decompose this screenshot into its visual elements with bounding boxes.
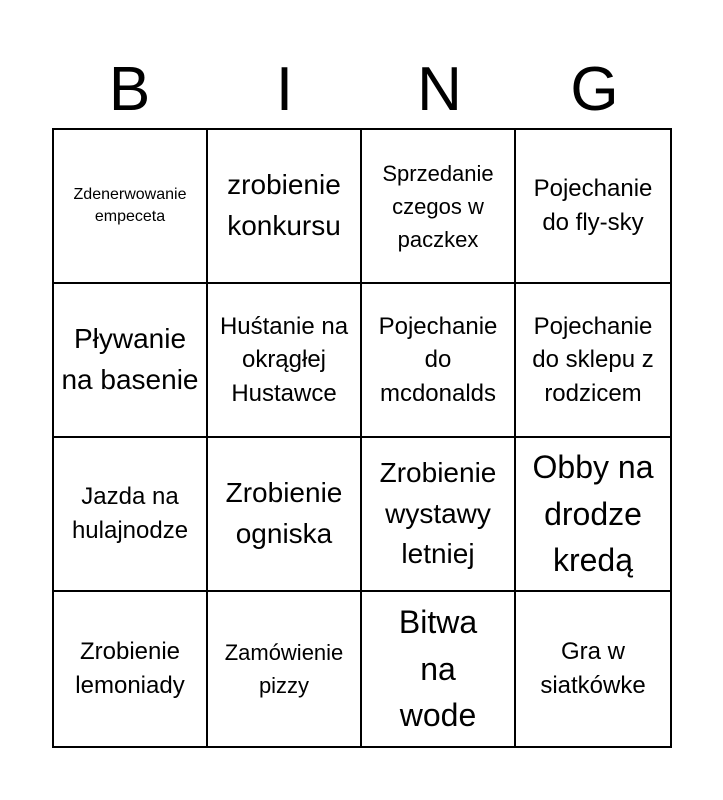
bingo-cell-15-text: Bitwa na wode [398,604,478,734]
bingo-cell-7[interactable] [362,284,516,438]
bingo-cell-2[interactable] [208,130,362,284]
bingo-cell-11[interactable] [362,438,516,592]
bingo-cell-4[interactable] [516,130,670,284]
bingo-cell-16[interactable] [516,592,670,746]
bingo-cell-13[interactable] [54,592,208,746]
bingo-cell-8[interactable] [516,284,670,438]
bingo-cell-3-text: Sprzedanie czegos w paczkex [382,160,494,252]
bingo-cell-12[interactable] [516,438,670,592]
bingo-cell-13-text: Zrobienie lemoniady [75,638,185,699]
bingo-cell-7-text: Pojechanie do mcdonalds [378,312,498,407]
bingo-header [52,55,672,125]
bingo-cell-10-text: Zrobienie ogniska [225,477,343,549]
bingo-cell-14-text: Zamówienie pizzy [224,640,344,698]
bingo-cell-16-text: Gra w siatkówke [540,638,646,699]
bingo-cell-3[interactable] [362,130,516,284]
header-letter-i: I [275,55,294,124]
header-letter-g: G [570,55,619,124]
bingo-cell-14[interactable] [208,592,362,746]
bingo-cell-9-text: Jazda na hulajnodze [71,483,189,544]
bingo-cell-1-text: Zdenerwowanie empeceta [73,185,187,225]
header-letter-b: B [108,55,151,124]
bingo-cell-2-text: zrobienie konkursu [227,169,341,241]
bingo-cell-5[interactable] [54,284,208,438]
bingo-cell-1[interactable] [54,130,208,284]
bingo-cell-6[interactable] [208,284,362,438]
bingo-cell-9[interactable] [54,438,208,592]
bingo-cell-10[interactable] [208,438,362,592]
bingo-cell-4-text: Pojechanie do fly-sky [533,175,653,236]
bingo-board [52,128,672,748]
bingo-cell-5-text: Pływanie na basenie [61,323,199,395]
bingo-cell-8-text: Pojechanie do sklepu z rodzicem [532,312,654,407]
header-letter-n: N [417,55,462,124]
bingo-cell-6-text: Huśtanie na okrągłej Hustawce [219,312,349,407]
bingo-cell-15[interactable] [362,592,516,746]
bingo-cell-12-text: Obby na drodze kredą [532,449,654,579]
bingo-cell-11-text: Zrobienie wystawy letniej [379,457,497,570]
